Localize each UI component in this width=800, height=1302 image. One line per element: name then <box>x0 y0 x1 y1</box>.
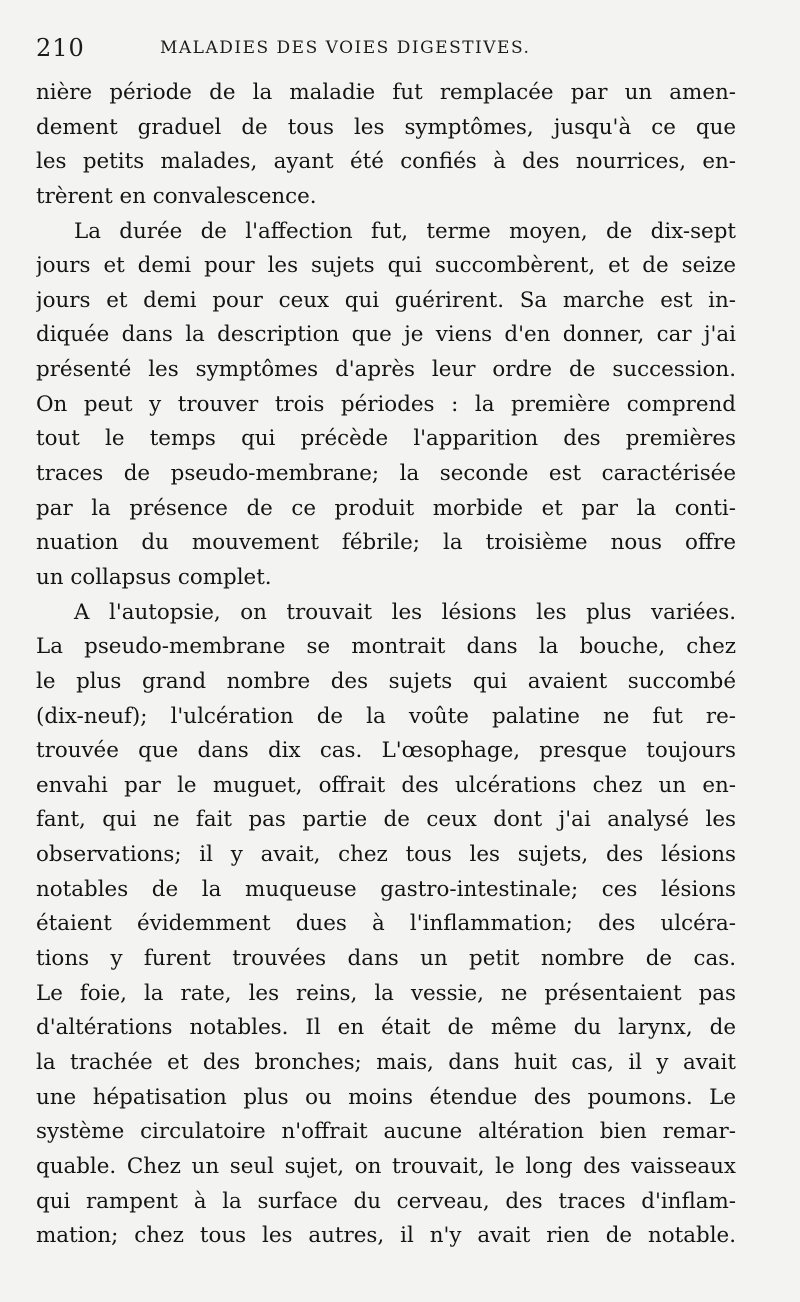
text-line: traces de pseudo-membrane; la seconde est caractérisée <box>36 461 736 487</box>
text-line: jours et demi pour ceux qui guérirent. Sa marche est in- <box>36 287 736 313</box>
text-line: présenté les symptômes d'après leur ordre de succession. <box>36 357 736 383</box>
body-text <box>36 76 736 1254</box>
text-line: envahi par le muguet, offrait des ulcérations chez un en- <box>36 772 736 798</box>
text-line: (dix-neuf); l'ulcération de la voûte palatine ne fut re- <box>36 703 736 729</box>
text-line: nuation du mouvement fébrile; la troisième nous offre <box>36 530 736 556</box>
text-line: tions y furent trouvées dans un petit nombre de cas. <box>36 946 736 972</box>
text-line: le plus grand nombre des sujets qui avaient succombé <box>36 668 736 694</box>
text-line: diquée dans la description que je viens d'en donner, car j'ai <box>36 322 736 348</box>
text-line: notables de la muqueuse gastro-intestinale; ces lésions <box>36 876 736 902</box>
text-line: la trachée et des bronches; mais, dans huit cas, il y avait <box>36 1049 736 1075</box>
text-line: une hépatisation plus ou moins étendue des poumons. Le <box>36 1084 736 1110</box>
text-line: mation; chez tous les autres, il n'y avait rien de notable. <box>36 1223 736 1249</box>
text-line: observations; il y avait, chez tous les sujets, des lésions <box>36 842 736 868</box>
text-line: les petits malades, ayant été confiés à des nourrices, en- <box>36 149 736 175</box>
running-head: MALADIES DES VOIES DIGESTIVES. <box>160 38 531 58</box>
page-number: 210 <box>36 34 85 62</box>
text-line: dement graduel de tous les symptômes, jusqu'à ce que <box>36 114 736 140</box>
text-line: La pseudo-membrane se montrait dans la bouche, chez <box>36 634 736 660</box>
text-line: jours et demi pour les sujets qui succombèrent, et de seize <box>36 253 736 279</box>
text-line: La durée de l'affection fut, terme moyen, de dix-sept <box>74 218 736 244</box>
text-line: par la présence de ce produit morbide et par la conti- <box>36 495 736 521</box>
text-line: Le foie, la rate, les reins, la vessie, ne présentaient pas <box>36 980 736 1006</box>
text-line: système circulatoire n'offrait aucune altération bien remar- <box>36 1119 736 1145</box>
text-line: quable. Chez un seul sujet, on trouvait, le long des vaisseaux <box>36 1153 736 1179</box>
text-line: un collapsus complet. <box>36 564 272 590</box>
text-line: A l'autopsie, on trouvait les lésions les plus variées. <box>74 599 736 625</box>
text-line: qui rampent à la surface du cerveau, des traces d'inflam- <box>36 1188 736 1214</box>
text-line: tout le temps qui précède l'apparition des premières <box>36 426 736 452</box>
text-line: étaient évidemment dues à l'inflammation; des ulcéra- <box>36 911 736 937</box>
text-line: trouvée que dans dix cas. L'œsophage, presque toujours <box>36 738 736 764</box>
text-line: On peut y trouver trois périodes : la première comprend <box>36 391 736 417</box>
text-line: trèrent en convalescence. <box>36 183 317 209</box>
page-header <box>36 30 736 66</box>
text-line: fant, qui ne fait pas partie de ceux dont j'ai analysé les <box>36 807 736 833</box>
text-line: nière période de la maladie fut remplacée par un amen- <box>36 80 736 105</box>
text-line: d'altérations notables. Il en était de même du larynx, de <box>36 1015 736 1041</box>
